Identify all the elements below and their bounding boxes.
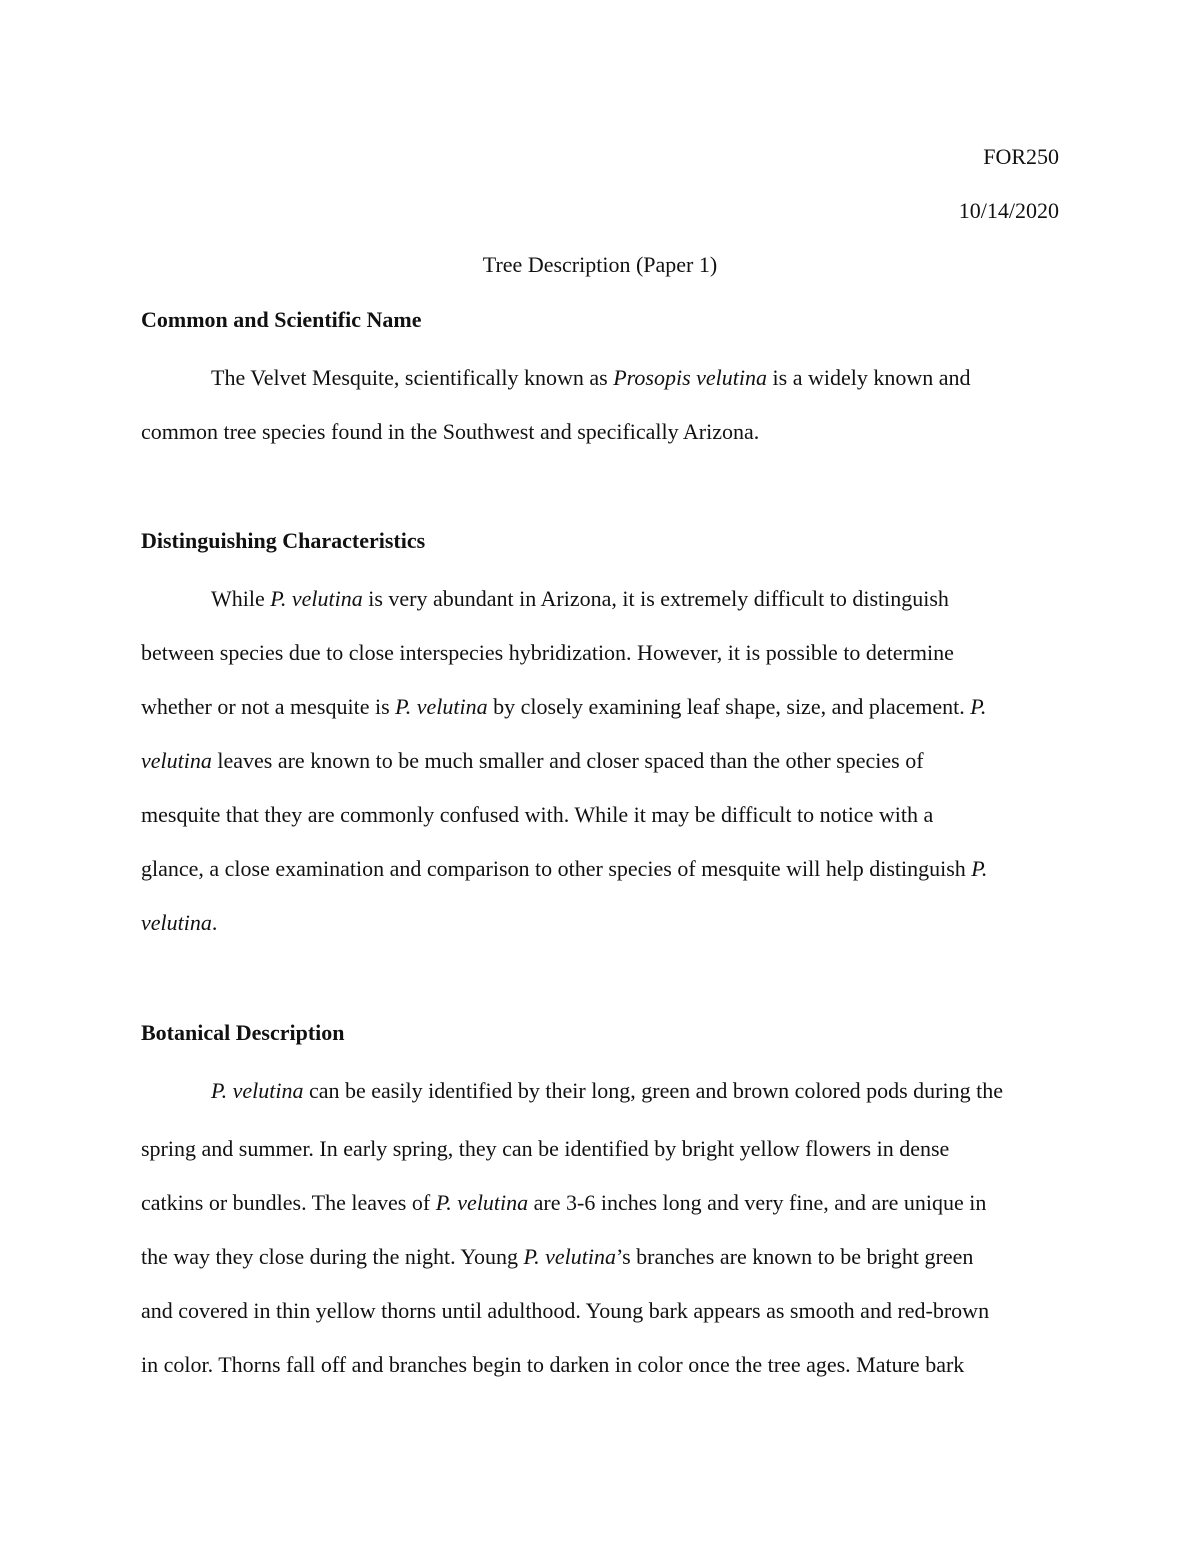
paragraph-line: While P. velutina is very abundant in Arizona, it is extremely difficult to distinguish bbox=[211, 586, 949, 611]
paper-date: 10/14/2020 bbox=[958, 198, 1059, 223]
paragraph-line: in color. Thorns fall off and branches begin to darken in color once the tree ages. Mature bark bbox=[141, 1352, 965, 1377]
paragraph-line: velutina leaves are known to be much smaller and closer spaced than the other species of bbox=[141, 748, 924, 773]
scientific-name: P. velutina bbox=[435, 1190, 529, 1215]
scientific-name: P. velutina bbox=[395, 694, 488, 719]
paragraph-line: velutina. bbox=[141, 910, 218, 935]
scientific-name: P. velutina bbox=[211, 1078, 304, 1103]
scientific-name: P. bbox=[971, 856, 988, 881]
paragraph-line: the way they close during the night. Young P. velutina’s branches are known to be bright green bbox=[141, 1244, 974, 1269]
paragraph-line: common tree species found in the Southwest and specifically Arizona. bbox=[141, 419, 760, 444]
scientific-name: P. velutina bbox=[270, 586, 363, 611]
scientific-name: velutina bbox=[141, 910, 212, 935]
scientific-name: Prosopis velutina bbox=[613, 365, 768, 390]
paragraph-line: spring and summer. In early spring, they can be identified by bright yellow flowers in dense bbox=[141, 1136, 950, 1161]
scientific-name: P. velutina bbox=[523, 1244, 616, 1269]
section-heading-common-name: Common and Scientific Name bbox=[141, 307, 422, 332]
paper-title: Tree Description (Paper 1) bbox=[482, 252, 718, 277]
paragraph-line: P. velutina can be easily identified by their long, green and brown colored pods during the bbox=[211, 1078, 1003, 1103]
paragraph-line: whether or not a mesquite is P. velutina by closely examining leaf shape, size, and placement. P. bbox=[141, 694, 987, 719]
scientific-name: P. bbox=[970, 694, 987, 719]
course-code: FOR250 bbox=[983, 144, 1059, 169]
scientific-name: velutina bbox=[141, 748, 212, 773]
paragraph-line: catkins or bundles. The leaves of P. velutina are 3-6 inches long and very fine, and are unique in bbox=[141, 1190, 987, 1215]
paragraph-line: and covered in thin yellow thorns until adulthood. Young bark appears as smooth and red-brown bbox=[141, 1298, 990, 1323]
paragraph-line: The Velvet Mesquite, scientifically known as Prosopis velutina is a widely known and bbox=[211, 365, 971, 390]
section-heading-distinguishing: Distinguishing Characteristics bbox=[141, 528, 426, 553]
paragraph-line: mesquite that they are commonly confused with. While it may be difficult to notice with a bbox=[141, 802, 934, 827]
paragraph-line: glance, a close examination and comparison to other species of mesquite will help distinguish P. bbox=[141, 856, 988, 881]
section-heading-botanical: Botanical Description bbox=[141, 1020, 345, 1045]
paragraph-line: between species due to close interspecies hybridization. However, it is possible to determine bbox=[141, 640, 954, 665]
